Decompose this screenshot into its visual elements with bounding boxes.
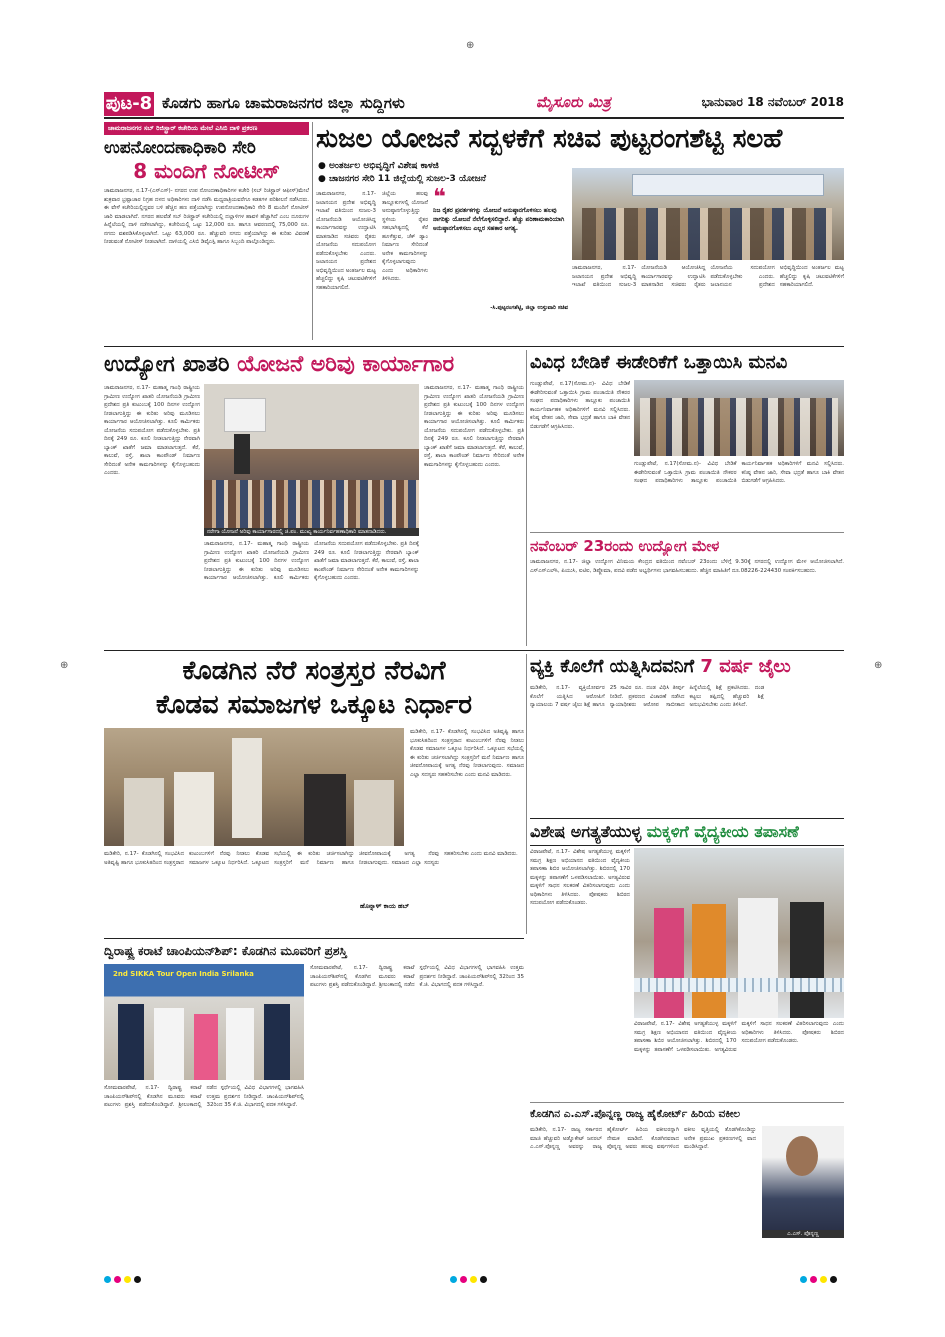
- workshop-photo: [204, 384, 419, 528]
- headline-part-1: ಉದ್ಯೋಗ ಖಾತರಿ: [104, 352, 230, 377]
- article-job-fair: [530, 536, 844, 646]
- article-kodava: [104, 654, 524, 934]
- article-headline: ಉಪನೋಂದಣಾಧಿಕಾರಿ ಸೇರಿ: [104, 138, 256, 158]
- athlete-4: [226, 1008, 254, 1080]
- medical-camp-photo: [634, 848, 844, 1018]
- section-rule: [104, 938, 524, 939]
- article-body: ಮಡಿಕೇರಿ, ನ.17- ವ್ಯಕ್ತಿಯೋರ್ವರ ಕೊಲೆಗೆ ಯತ್ನಿಸಿದ ಆರೋಪಿಗೆ ನ್ಯಾಯಾಲಯ 7 ವರ್ಷ ಜೈಲು ಶಿಕ್ಷೆ ಹಾಗೂ 25 ಸಾವಿರ ರೂ. ದಂಡ ವಿಧಿಸಿ ತೀರ್ಪು ನೀಡಿದೆ. ಪ್ರಕರಣದ ವಿಚಾರಣೆ ನಡೆಸಿದ ನ್ಯಾಯಾಧೀಶರು ಆರೋಪ ಸಾಬೀತಾದ ಹಿನ್ನೆಲೆಯಲ್ಲಿ ಶಿಕ್ಷೆ ಪ್ರಕಟಿಸಿದರು. ದಂಡ ಕಟ್ಟಲು ತಪ್ಪಿದಲ್ಲಿ ಹೆಚ್ಚುವರಿ ಶಿಕ್ಷೆ ಅನುಭವಿಸಬೇಕು ಎಂದು ತಿಳಿಸಿದೆ.: [530, 685, 765, 708]
- meeting-photo: [104, 728, 404, 846]
- athlete-5: [264, 1004, 290, 1080]
- headline-part-2: 7 ವರ್ಷ ಜೈಲು: [700, 656, 791, 677]
- seated-figure-2: [174, 772, 214, 846]
- issue-date: ಭಾನುವಾರ 18 ನವೆಂಬರ್ 2018: [701, 95, 844, 109]
- bottles-row: [634, 978, 844, 992]
- quote-mark-icon: ❝: [433, 185, 446, 210]
- athlete-2: [154, 1008, 184, 1080]
- quote-text: ನಿಜ ರೈತರ ಪ್ರವರ್ತಕಗಳ್ನು ಯೋಜನೆ ಅನುಷ್ಠಾನಗೊಳಿಸಲು ಹಲವು ನಾಗರಿಕ್ನು ಯೋಜನೆ ನೆಲೆಗೊಳ್ಳಿಸಲಿದ್ದಾರೆ. ಹೆಚ್ಚು ಪರಿಣಾಮಕಾರಿಯಾಗಿ ಅನುಷ್ಠಾನಗೊಳಿಸಲು ಎಲ್ಲರ ಸಹಕಾರ ಅಗತ್ಯ.: [433, 207, 565, 232]
- registration-mark-left: ⊕: [60, 660, 69, 671]
- page-number-badge: ಪುಟ-8: [105, 93, 153, 114]
- registration-mark-right: ⊕: [874, 660, 883, 671]
- article-body: ವಿರಾಜಪೇಟೆ, ನ.17- ವಿಶೇಷ ಅಗತ್ಯತೆಯುಳ್ಳ ಮಕ್ಕಳಿಗೆ ಸಮಗ್ರ ಶಿಕ್ಷಣ ಅಭಿಯಾನದ ವತಿಯಿಂದ ವೈದ್ಯಕೀಯ ತಪಾಸಣಾ ಶಿಬಿರ ಆಯೋಜಿಸಲಾಗಿತ್ತು. ಶಿಬಿರದಲ್ಲಿ 170 ಮಕ್ಕಳನ್ನು ತಪಾಸಣೆಗೆ ಒಳಪಡಿಸಲಾಯಿತು. ಅಗತ್ಯವಿರುವ ಮಕ್ಕಳಿಗೆ ಸಾಧನ ಸಲಕರಣೆ ವಿತರಿಸಲಾಗುವುದು ಎಂದು ಅಧಿಕಾರಿಗಳು ತಿಳಿಸಿದರು. ಪೋಷಕರು ಶಿಬಿರದ ಸದುಪಯೋಗ ಪಡೆದುಕೊಂಡರು.: [530, 849, 630, 906]
- column-divider: [312, 122, 313, 340]
- section-rule: [530, 1102, 844, 1103]
- figure-pink: [654, 908, 684, 1018]
- section-title: ಕೊಡಗು ಹಾಗೂ ಚಾಮರಾಜನಗರ ಜಿಲ್ಲಾ ಸುದ್ದಿಗಳು: [162, 94, 405, 112]
- color-registration-dots-center: [450, 1268, 490, 1287]
- color-registration-dots-left: [104, 1268, 144, 1287]
- article-body-2: ಸೋಮವಾರಪೇಟೆ, ನ.17- ದ್ವಿರಾಷ್ಟ್ರ ಕರಾಟೆ ಚಾಂಪಿಯನ್‍ಶಿಪ್‍ನಲ್ಲಿ ಕೊಡಗಿನ ಮೂವರು ಕರಾಟೆ ಪಟುಗಳು ಪ್ರಶಸ್ತಿ ಪಡೆದುಕೊಂಡಿದ್ದಾರೆ. ಶ್ರೀಲಂಕಾದಲ್ಲಿ ನಡೆದ ಸ್ಪರ್ಧೆಯಲ್ಲಿ ವಿವಿಧ ವಿಭಾಗಗಳಲ್ಲಿ ಭಾಗವಹಿಸಿ ಉತ್ತಮ ಪ್ರದರ್ಶನ ನೀಡಿದ್ದಾರೆ. ಚಾಂಪಿಯನ್‍ಶಿಪ್‍ನಲ್ಲಿ 32ರಿಂದ 35 ಕೆ.ಜಿ. ವಿಭಾಗದಲ್ಲಿ ಪದಕ ಗಳಿಸಿದ್ದಾರೆ.: [310, 965, 524, 988]
- bullet-text: ಚಾಜನಗರ ಸೇರಿ 11 ಜಿಲ್ಲೆಯಲ್ಲಿ ಸುಜಲ-3 ಯೋಜನೆ: [329, 174, 486, 184]
- article-demands: [530, 350, 844, 530]
- seated-figure-1: [124, 778, 164, 846]
- figure-dark: [790, 902, 824, 1018]
- people-group: [582, 208, 832, 260]
- memorandum-photo: [634, 380, 844, 456]
- article-body: ಮಡಿಕೇರಿ, ನ.17- ರಾಜ್ಯ ಸರ್ಕಾರದ ಮಾಜಿ ಹೆಚ್ಚುವರಿ ಅಡ್ವೊಕೇಟ್ ಜನರಲ್ ಎ.ಎಸ್.ಪೊನ್ನಣ್ಣ ಅವರನ್ನು ರಾಜ್ಯ ಹೈಕೋರ್ಟ್ ಹಿರಿಯ ವಕೀಲರನ್ನಾಗಿ ನೇಮಕ ಮಾಡಿದೆ. ಕೊಡಗಿನವರಾದ ಪೊನ್ನಣ್ಣ ಅವರು ಹಲವು ವರ್ಷಗಳಿಂದ ವಕೀಲ ವೃತ್ತಿಯಲ್ಲಿ ತೊಡಗಿಕೊಂಡಿದ್ದು ಅನೇಕ ಪ್ರಮುಖ ಪ್ರಕರಣಗಳಲ್ಲಿ ವಾದ ಮಂಡಿಸಿದ್ದಾರೆ.: [530, 1127, 756, 1150]
- headline-part-1: ವಿಶೇಷ ಅಗತ್ಯತೆಯುಳ್ಳ: [530, 822, 642, 841]
- column-divider: [526, 350, 527, 646]
- article-body-2: ವಿರಾಜಪೇಟೆ, ನ.17- ವಿಶೇಷ ಅಗತ್ಯತೆಯುಳ್ಳ ಮಕ್ಕಳಿಗೆ ಸಮಗ್ರ ಶಿಕ್ಷಣ ಅಭಿಯಾನದ ವತಿಯಿಂದ ವೈದ್ಯಕೀಯ ತಪಾಸಣಾ ಶಿಬಿರ ಆಯೋಜಿಸಲಾಗಿತ್ತು. ಶಿಬಿರದಲ್ಲಿ 170 ಮಕ್ಕಳನ್ನು ತಪಾಸಣೆಗೆ ಒಳಪಡಿಸಲಾಯಿತು. ಅಗತ್ಯವಿರುವ ಮಕ್ಕಳಿಗೆ ಸಾಧನ ಸಲಕರಣೆ ವಿತರಿಸಲಾಗುವುದು ಎಂದು ಅಧಿಕಾರಿಗಳು ತಿಳಿಸಿದರು. ಪೋಷಕರು ಶಿಬಿರದ ಸದುಪಯೋಗ ಪಡೆದುಕೊಂಡರು.: [634, 1021, 844, 1053]
- article-advocate: [530, 1106, 844, 1256]
- speaker-figure: [234, 434, 250, 474]
- section-rule: [530, 532, 844, 533]
- screen-graphic: [224, 398, 266, 432]
- headline-part-2: ಮಕ್ಕಳಿಗೆ ವೈದ್ಯಕೀಯ ತಪಾಸಣೆ: [646, 822, 799, 841]
- article-bullet-1: ● ಅಂತರ್ಜಲ ಅಭಿವೃದ್ಧಿಗೆ ವಿಶೇಷ ಕಾಳಜಿ: [318, 161, 439, 171]
- seated-figure-3: [304, 774, 346, 846]
- article-body-2: ಚಾಮರಾಜನಗರ, ನ.17- ಮಹಾತ್ಮ ಗಾಂಧಿ ರಾಷ್ಟ್ರೀಯ ಗ್ರಾಮೀಣ ಉದ್ಯೋಗ ಖಾತರಿ ಯೋಜನೆಯಡಿ ಗ್ರಾಮೀಣ ಪ್ರದೇಶದ ಪ್ರತಿ ಕುಟುಂಬಕ್ಕೆ 100 ದಿನಗಳ ಉದ್ಯೋಗ ನೀಡಲಾಗುತ್ತಿದ್ದು ಈ ಕುರಿತು ಅರಿವು ಮೂಡಿಸಲು ಕಾರ್ಯಾಗಾರ ಆಯೋಜಿಸಲಾಗಿತ್ತು. ಕೂಲಿ ಕಾರ್ಮಿಕರು ಯೋಜನೆಯ ಸದುಪಯೋಗ ಪಡೆದುಕೊಳ್ಳಬೇಕು. ಪ್ರತಿ ದಿನಕ್ಕೆ 249 ರೂ. ಕೂಲಿ ನೀಡಲಾಗುತ್ತಿದ್ದು ನೇರವಾಗಿ ಬ್ಯಾಂಕ್ ಖಾತೆಗೆ ಜಮಾ ಮಾಡಲಾಗುತ್ತದೆ. ಕೆರೆ, ಕಾಲುವೆ, ರಸ್ತೆ, ಶಾಲಾ ಕಾಂಪೌಂಡ್ ನಿರ್ಮಾಣ ಸೇರಿದಂತೆ ಅನೇಕ ಕಾಮಗಾರಿಗಳನ್ನು ಕೈಗೊಳ್ಳಬಹುದು ಎಂದರು.: [204, 541, 419, 581]
- article-body-2: ಮಡಿಕೇರಿ, ನ.17- ಕೊಡಗಿನಲ್ಲಿ ಸಂಭವಿಸಿದ ಅತಿವೃಷ್ಟಿ ಹಾಗೂ ಭೂಕುಸಿತದಿಂದ ಸಂತ್ರಸ್ತರಾದ ಕುಟುಂಬಗಳಿಗೆ ನೆರವು ನೀಡಲು ಕೊಡವ ಸಮಾಜಗಳ ಒಕ್ಕೂಟ ನಿರ್ಧರಿಸಿದೆ. ಒಕ್ಕೂಟದ ಸಭೆಯಲ್ಲಿ ಈ ಕುರಿತು ಚರ್ಚಿಸಲಾಗಿದ್ದು ಸಂತ್ರಸ್ತರಿಗೆ ಮನೆ ನಿರ್ಮಾಣ ಹಾಗೂ ಜೀವನೋಪಾಯಕ್ಕೆ ಅಗತ್ಯ ನೆರವು ನೀಡಲಾಗುವುದು. ಸಮಾಜದ ಎಲ್ಲಾ ಸದಸ್ಯರು ಸಹಕರಿಸಬೇಕು ಎಂದು ಮನವಿ ಮಾಡಿದರು.: [104, 851, 518, 866]
- karate-photo: [104, 964, 304, 1080]
- section-rule: [104, 650, 844, 651]
- article-headline-2: ಕೊಡವ ಸಮಾಜಗಳ ಒಕ್ಕೂಟ ನಿರ್ಧಾರ: [156, 690, 472, 720]
- article-body-3: ಚಾಮರಾಜನಗರ, ನ.17- ಜಲಾನಯನ ಪ್ರದೇಶ ಅಭಿವೃದ್ಧಿ ಇಲಾಖೆ ವತಿಯಿಂದ ಸುಜಲ-3 ಯೋಜನೆಯಡಿ ಆಯೋಜಿಸಿದ್ದ ಕಾರ್ಯಾಗಾರವನ್ನು ಉದ್ಘಾಟಿಸಿ ಮಾತನಾಡಿದ ಸಚಿವರು ರೈತರು ಯೋಜನೆಯ ಸದುಪಯೋಗ ಪಡೆದುಕೊಳ್ಳಬೇಕು ಎಂದರು. ಜಲಾನಯನ ಪ್ರದೇಶದ ಅಭಿವೃದ್ಧಿಯಿಂದ ಅಂತರ್ಜಲ ಮಟ್ಟ ಹೆಚ್ಚಲಿದ್ದು ಕೃಷಿ ಚಟುವಟಿಕೆಗಳಿಗೆ ಸಹಕಾರಿಯಾಗಲಿದೆ.: [572, 265, 844, 288]
- article-headline: [530, 654, 844, 680]
- article-body-2: ಗುಂಡ್ಲುಪೇಟೆ, ನ.17(ಸೋಮ.ನ)- ವಿವಿಧ ಬೇಡಿಕೆ ಈಡೇರಿಸುವಂತೆ ಒತ್ತಾಯಿಸಿ ಗ್ರಾಮ ಪಂಚಾಯಿತಿ ನೌಕರರ ಸಂಘದ ಪದಾಧಿಕಾರಿಗಳು ತಾಲ್ಲೂಕು ಪಂಚಾಯಿತಿ ಕಾರ್ಯನಿರ್ವಾಹಕ ಅಧಿಕಾರಿಗಳಿಗೆ ಮನವಿ ಸಲ್ಲಿಸಿದರು. ಕನಿಷ್ಠ ವೇತನ ಜಾರಿ, ಸೇವಾ ಭದ್ರತೆ ಹಾಗೂ ಬಾಕಿ ವೇತನ ಬಿಡುಗಡೆಗೆ ಆಗ್ರಹಿಸಿದರು.: [634, 461, 844, 484]
- article-body: ಮಡಿಕೇರಿ, ನ.17- ಕೊಡಗಿನಲ್ಲಿ ಸಂಭವಿಸಿದ ಅತಿವೃಷ್ಟಿ ಹಾಗೂ ಭೂಕುಸಿತದಿಂದ ಸಂತ್ರಸ್ತರಾದ ಕುಟುಂಬಗಳಿಗೆ ನೆರವು ನೀಡಲು ಕೊಡವ ಸಮಾಜಗಳ ಒಕ್ಕೂಟ ನಿರ್ಧರಿಸಿದೆ. ಒಕ್ಕೂಟದ ಸಭೆಯಲ್ಲಿ ಈ ಕುರಿತು ಚರ್ಚಿಸಲಾಗಿದ್ದು ಸಂತ್ರಸ್ತರಿಗೆ ಮನೆ ನಿರ್ಮಾಣ ಹಾಗೂ ಜೀವನೋಪಾಯಕ್ಕೆ ಅಗತ್ಯ ನೆರವು ನೀಡಲಾಗುವುದು. ಸಮಾಜದ ಎಲ್ಲಾ ಸದಸ್ಯರು ಸಹಕರಿಸಬೇಕು ಎಂದು ಮನವಿ ಮಾಡಿದರು.: [410, 729, 524, 778]
- people-group: [640, 398, 838, 456]
- article-body: ಸೋಮವಾರಪೇಟೆ, ನ.17- ದ್ವಿರಾಷ್ಟ್ರ ಕರಾಟೆ ಚಾಂಪಿಯನ್‍ಶಿಪ್‍ನಲ್ಲಿ ಕೊಡಗಿನ ಮೂವರು ಕರಾಟೆ ಪಟುಗಳು ಪ್ರಶಸ್ತಿ ಪಡೆದುಕೊಂಡಿದ್ದಾರೆ. ಶ್ರೀಲಂಕಾದಲ್ಲಿ ನಡೆದ ಸ್ಪರ್ಧೆಯಲ್ಲಿ ವಿವಿಧ ವಿಭಾಗಗಳಲ್ಲಿ ಭಾಗವಹಿಸಿ ಉತ್ತಮ ಪ್ರದರ್ಶನ ನೀಡಿದ್ದಾರೆ. ಚಾಂಪಿಯನ್‍ಶಿಪ್‍ನಲ್ಲಿ 32ರಿಂದ 35 ಕೆ.ಜಿ. ವಿಭಾಗದಲ್ಲಿ ಪದಕ ಗಳಿಸಿದ್ದಾರೆ.: [104, 1085, 304, 1108]
- article-karate: [104, 942, 524, 1198]
- advocate-portrait: [762, 1126, 844, 1230]
- article-headline: ವಿವಿಧ ಬೇಡಿಕೆ ಈಡೇರಿಕೆಗೆ ಒತ್ತಾಯಿಸಿ ಮನವಿ: [530, 352, 788, 373]
- headline-part-2: ಯೋಜನೆ ಅರಿವು ಕಾರ್ಯಾಗಾರ: [237, 352, 455, 377]
- article-headline-2: 8 ಮಂದಿಗೆ ನೋಟೀಸ್: [133, 159, 280, 183]
- article-body: ಗುಂಡ್ಲುಪೇಟೆ, ನ.17(ಸೋಮ.ನ)- ವಿವಿಧ ಬೇಡಿಕೆ ಈಡೇರಿಸುವಂತೆ ಒತ್ತಾಯಿಸಿ ಗ್ರಾಮ ಪಂಚಾಯಿತಿ ನೌಕರರ ಸಂಘದ ಪದಾಧಿಕಾರಿಗಳು ತಾಲ್ಲೂಕು ಪಂಚಾಯಿತಿ ಕಾರ್ಯನಿರ್ವಾಹಕ ಅಧಿಕಾರಿಗಳಿಗೆ ಮನವಿ ಸಲ್ಲಿಸಿದರು. ಕನಿಷ್ಠ ವೇತನ ಜಾರಿ, ಸೇವಾ ಭದ್ರತೆ ಹಾಗೂ ಬಾಕಿ ವೇತನ ಬಿಡುಗಡೆಗೆ ಆಗ್ರಹಿಸಿದರು.: [530, 381, 630, 430]
- article-headline: ಕೊಡಗಿನ ಎ.ಎಸ್.ಪೊನ್ನಣ್ಣ ರಾಜ್ಯ ಹೈಕೋರ್ಟ್ ಹಿರಿಯ ವಕೀಲ: [530, 1108, 741, 1120]
- article-bullet-2: ● ಚಾಜನಗರ ಸೇರಿ 11 ಜಿಲ್ಲೆಯಲ್ಲಿ ಸುಜಲ-3 ಯೋಜನೆ: [318, 174, 486, 184]
- article-headline: ನವೆಂಬರ್ 23ರಂದು ಉದ್ಯೋಗ ಮೇಳ: [530, 537, 720, 555]
- article-main: [316, 122, 844, 342]
- event-banner: 2nd SIKKA Tour Open India Srilanka: [113, 970, 254, 978]
- quote-author: -ಸಿ.ಪುಟ್ಟರಂಗಶೆಟ್ಟಿ, ಜಿಲ್ಲಾ ಉಸ್ತುವಾರಿ ಸಚಿವ: [490, 305, 568, 311]
- page-header: [104, 92, 844, 116]
- article-body: ಚಾಮರಾಜನಗರ, ನ.17- ಜಿಲ್ಲಾ ಉದ್ಯೋಗ ವಿನಿಮಯ ಕೇಂದ್ರದ ವತಿಯಿಂದ ನವೆಂಬರ್ 23ರಂದು ಬೆಳಿಗ್ಗೆ 9.30ಕ್ಕೆ ನಗರದಲ್ಲಿ ಉದ್ಯೋಗ ಮೇಳ ಆಯೋಜಿಸಲಾಗಿದೆ. ಎಸ್‍ಎಸ್‍ಎಲ್‍ಸಿ, ಪಿಯುಸಿ, ಐಟಿಐ, ಡಿಪ್ಲೊಮಾ, ಪದವಿ ಪಡೆದ ಅಭ್ಯರ್ಥಿಗಳು ಭಾಗವಹಿಸಬಹುದು. ಹೆಚ್ಚಿನ ಮಾಹಿತಿಗೆ ದೂ.08226-224430 ಸಂಪರ್ಕಿಸಬಹುದು.: [530, 559, 844, 574]
- article-body: ಚಾಮರಾಜನಗರ, ನ.17- ಜಲಾನಯನ ಪ್ರದೇಶ ಅಭಿವೃದ್ಧಿ ಇಲಾಖೆ ವತಿಯಿಂದ ಸುಜಲ-3 ಯೋಜನೆಯಡಿ ಆಯೋಜಿಸಿದ್ದ ಕಾರ್ಯಾಗಾರವನ್ನು ಉದ್ಘಾಟಿಸಿ ಮಾತನಾಡಿದ ಸಚಿವರು ರೈತರು ಯೋಜನೆಯ ಸದುಪಯೋಗ ಪಡೆದುಕೊಳ್ಳಬೇಕು ಎಂದರು. ಜಲಾನಯನ ಪ್ರದೇಶದ ಅಭಿವೃದ್ಧಿಯಿಂದ ಅಂತರ್ಜಲ ಮಟ್ಟ ಹೆಚ್ಚಲಿದ್ದು ಕೃಷಿ ಚಟುವಟಿಕೆಗಳಿಗೆ ಸಹಕಾರಿಯಾಗಲಿದೆ.: [316, 191, 376, 291]
- portrait-caption: ಎ.ಎಸ್. ಪೊನ್ನಣ್ಣ: [762, 1230, 844, 1238]
- banner-graphic: [632, 174, 824, 196]
- article-headline: [104, 350, 524, 380]
- article-body: ಚಾಮರಾಜನಗರ, ನ.17-(ಎಸ್‍ಎಸ್)- ನಗರದ ಉಪ ನೋಂದಣಾಧಿಕಾರಿಗಳ ಕಚೇರಿ (ಸಬ್ ರಿಜಿಸ್ಟ್ರಾರ್ ಆಫೀಸ್)ಮೇಲೆ ಶುಕ್ರವಾರ ಭ್ರಷ್ಟಾಚಾರ ನಿಗ್ರಹ ದಳದ ಅಧಿಕಾರಿಗಳು ದಾಳಿ ನಡೆಸಿ ಮಧ್ಯರಾತ್ರಿಯವರೆಗೂ ಕಡತಗಳ ಪರಿಶೀಲನೆ ನಡೆಸಿದರು. ಈ ವೇಳೆ ಕಚೇರಿಯಲ್ಲಿದ್ದವರ ಬಳಿ ಹೆಚ್ಚಿನ ಹಣ ಪತ್ತೆಯಾಗಿದ್ದು ಉಪನೋಂದಣಾಧಿಕಾರಿ ಸೇರಿ 8 ಮಂದಿಗೆ ನೋಟೀಸ್ ಜಾರಿ ಮಾಡಲಾಗಿದೆ. ನಗರದ ಹಲವೆಡೆ ಸಬ್ ರಿಜಿಸ್ಟ್ರಾರ್ ಕಚೇರಿಯಲ್ಲಿ ದಲ್ಲಾಳಿಗಳ ಹಾವಳಿ ಹೆಚ್ಚಾಗಿದೆ ಎಂಬ ದೂರುಗಳ ಹಿನ್ನೆಲೆಯಲ್ಲಿ ದಾಳಿ ನಡೆಸಲಾಗಿದ್ದು, ಕಚೇರಿಯಲ್ಲಿ ಒಟ್ಟು 12,000 ರೂ. ಹಾಗೂ ಆವರಣದಲ್ಲಿ 75,000 ರೂ. ನಗದು ವಶಪಡಿಸಿಕೊಳ್ಳಲಾಗಿದೆ. ಒಟ್ಟು 63,000 ರೂ. ಹೆಚ್ಚುವರಿ ನಗದು ಪತ್ತೆಯಾಗಿದ್ದು ಈ ಕುರಿತು ವಿವರಣೆ ನೀಡುವಂತೆ ನೋಟೀಸ್ ನೀಡಲಾಗಿದೆ. ದಾಳಿಯಲ್ಲಿ ಎಸಿಬಿ ಡಿವೈಎಸ್ಪಿ ಹಾಗೂ ಸಿಬ್ಬಂದಿ ಪಾಲ್ಗೊಂಡಿದ್ದರು.: [104, 188, 309, 245]
- registration-mark-top: ⊕: [466, 40, 475, 51]
- athlete-3: [194, 1014, 218, 1080]
- figure-orange: [692, 904, 726, 1018]
- seated-figure-4: [354, 780, 394, 846]
- audience-graphic: [204, 480, 419, 528]
- athlete-1: [118, 1004, 144, 1080]
- article-notice: [104, 122, 309, 340]
- figure-white: [738, 898, 778, 1018]
- article-jail: [530, 654, 844, 814]
- header-rule: [104, 117, 844, 119]
- article-body-2: ಜಿಲ್ಲೆಯ ಹಲವು ತಾಲ್ಲೂಕುಗಳಲ್ಲಿ ಯೋಜನೆ ಅನುಷ್ಠಾನಗೊಳ್ಳುತ್ತಿದ್ದು ಸ್ಥಳೀಯ ರೈತರ ಸಹಭಾಗಿತ್ವದಲ್ಲಿ ಕೆರೆ ಹೂಳೆತ್ತುವ, ಚೆಕ್ ಡ್ಯಾಂ ನಿರ್ಮಾಣ ಸೇರಿದಂತೆ ಅನೇಕ ಕಾಮಗಾರಿಗಳನ್ನು ಕೈಗೊಳ್ಳಲಾಗುವುದು ಎಂದು ಅಧಿಕಾರಿಗಳು ತಿಳಿಸಿದರು.: [382, 191, 428, 282]
- article-headline: ಸುಜಲ ಯೋಜನೆ ಸದ್ಬಳಕೆಗೆ ಸಚಿವ ಪುಟ್ಟರಂಗಶೆಟ್ಟಿ ಸಲಹೆ: [316, 124, 783, 154]
- bullet-text: ಅಂತರ್ಜಲ ಅಭಿವೃದ್ಧಿಗೆ ವಿಶೇಷ ಕಾಳಜಿ: [329, 161, 439, 171]
- article-headline: ದ್ವಿರಾಷ್ಟ್ರ ಕರಾಟೆ ಚಾಂಪಿಯನ್‍ಶಿಪ್: ಕೊಡಗಿನ ಮೂವರಿಗೆ ಪ್ರಶಸ್ತಿ: [104, 944, 347, 958]
- speaker-figure: [232, 738, 262, 838]
- article-headline: ಕೊಡಗಿನ ನೆರೆ ಸಂತ್ರಸ್ತರ ನೆರವಿಗೆ: [182, 656, 446, 686]
- pull-quote: [433, 185, 568, 338]
- portrait-face: [786, 1136, 818, 1176]
- article-body-3: ಚಾಮರಾಜನಗರ, ನ.17- ಮಹಾತ್ಮ ಗಾಂಧಿ ರಾಷ್ಟ್ರೀಯ ಗ್ರಾಮೀಣ ಉದ್ಯೋಗ ಖಾತರಿ ಯೋಜನೆಯಡಿ ಗ್ರಾಮೀಣ ಪ್ರದೇಶದ ಪ್ರತಿ ಕುಟುಂಬಕ್ಕೆ 100 ದಿನಗಳ ಉದ್ಯೋಗ ನೀಡಲಾಗುತ್ತಿದ್ದು ಈ ಕುರಿತು ಅರಿವು ಮೂಡಿಸಲು ಕಾರ್ಯಾಗಾರ ಆಯೋಜಿಸಲಾಗಿತ್ತು. ಕೂಲಿ ಕಾರ್ಮಿಕರು ಯೋಜನೆಯ ಸದುಪಯೋಗ ಪಡೆದುಕೊಳ್ಳಬೇಕು. ಪ್ರತಿ ದಿನಕ್ಕೆ 249 ರೂ. ಕೂಲಿ ನೀಡಲಾಗುತ್ತಿದ್ದು ನೇರವಾಗಿ ಬ್ಯಾಂಕ್ ಖಾತೆಗೆ ಜಮಾ ಮಾಡಲಾಗುತ್ತದೆ. ಕೆರೆ, ಕಾಲುವೆ, ರಸ್ತೆ, ಶಾಲಾ ಕಾಂಪೌಂಡ್ ನಿರ್ಮಾಣ ಸೇರಿದಂತೆ ಅನೇಕ ಕಾಮಗಾರಿಗಳನ್ನು ಕೈಗೊಳ್ಳಬಹುದು ಎಂದರು.: [424, 385, 524, 468]
- section-rule: [104, 346, 844, 347]
- medical-headline-bar: [530, 818, 844, 846]
- article-kicker: ಚಾಮರಾಜನಗರ ಸಬ್ ರಿಜಿಸ್ಟ್ರಾರ್ ಕಚೇರಿಯ ಮೇಲೆ ಎಸಿಬಿ ದಾಳಿ ಪ್ರಕರಣ: [104, 122, 309, 135]
- article-job-workshop: [104, 350, 524, 646]
- color-registration-dots-right: [800, 1268, 840, 1287]
- photo-caption: ನರೇಗಾ ಯೋಜನೆ ಅರಿವು ಕಾರ್ಯಾಗಾರದಲ್ಲಿ ಜಿ.ಪಂ. ಮುಖ್ಯ ಕಾರ್ಯನಿರ್ವಹಣಾಧಿಕಾರಿ ಮಾತನಾಡಿದರು.: [204, 528, 419, 536]
- article-subhead: ಹೊನ್ನಾಳ್ ಕಾಯ ಹಬ್: [360, 902, 410, 910]
- headline-part-1: ವ್ಯಕ್ತಿ ಕೊಲೆಗೆ ಯತ್ನಿಸಿದವನಿಗೆ: [530, 656, 695, 677]
- article-headline: [530, 819, 844, 845]
- column-divider: [526, 654, 527, 934]
- newspaper-brand: ಮೈಸೂರು ಮಿತ್ರ: [536, 93, 611, 111]
- event-photo: [572, 168, 844, 260]
- article-body: ಚಾಮರಾಜನಗರ, ನ.17- ಮಹಾತ್ಮ ಗಾಂಧಿ ರಾಷ್ಟ್ರೀಯ ಗ್ರಾಮೀಣ ಉದ್ಯೋಗ ಖಾತರಿ ಯೋಜನೆಯಡಿ ಗ್ರಾಮೀಣ ಪ್ರದೇಶದ ಪ್ರತಿ ಕುಟುಂಬಕ್ಕೆ 100 ದಿನಗಳ ಉದ್ಯೋಗ ನೀಡಲಾಗುತ್ತಿದ್ದು ಈ ಕುರಿತು ಅರಿವು ಮೂಡಿಸಲು ಕಾರ್ಯಾಗಾರ ಆಯೋಜಿಸಲಾಗಿತ್ತು. ಕೂಲಿ ಕಾರ್ಮಿಕರು ಯೋಜನೆಯ ಸದುಪಯೋಗ ಪಡೆದುಕೊಳ್ಳಬೇಕು. ಪ್ರತಿ ದಿನಕ್ಕೆ 249 ರೂ. ಕೂಲಿ ನೀಡಲಾಗುತ್ತಿದ್ದು ನೇರವಾಗಿ ಬ್ಯಾಂಕ್ ಖಾತೆಗೆ ಜಮಾ ಮಾಡಲಾಗುತ್ತದೆ. ಕೆರೆ, ಕಾಲುವೆ, ರಸ್ತೆ, ಶಾಲಾ ಕಾಂಪೌಂಡ್ ನಿರ್ಮಾಣ ಸೇರಿದಂತೆ ಅನೇಕ ಕಾಮಗಾರಿಗಳನ್ನು ಕೈಗೊಳ್ಳಬಹುದು ಎಂದರು.: [104, 385, 200, 476]
